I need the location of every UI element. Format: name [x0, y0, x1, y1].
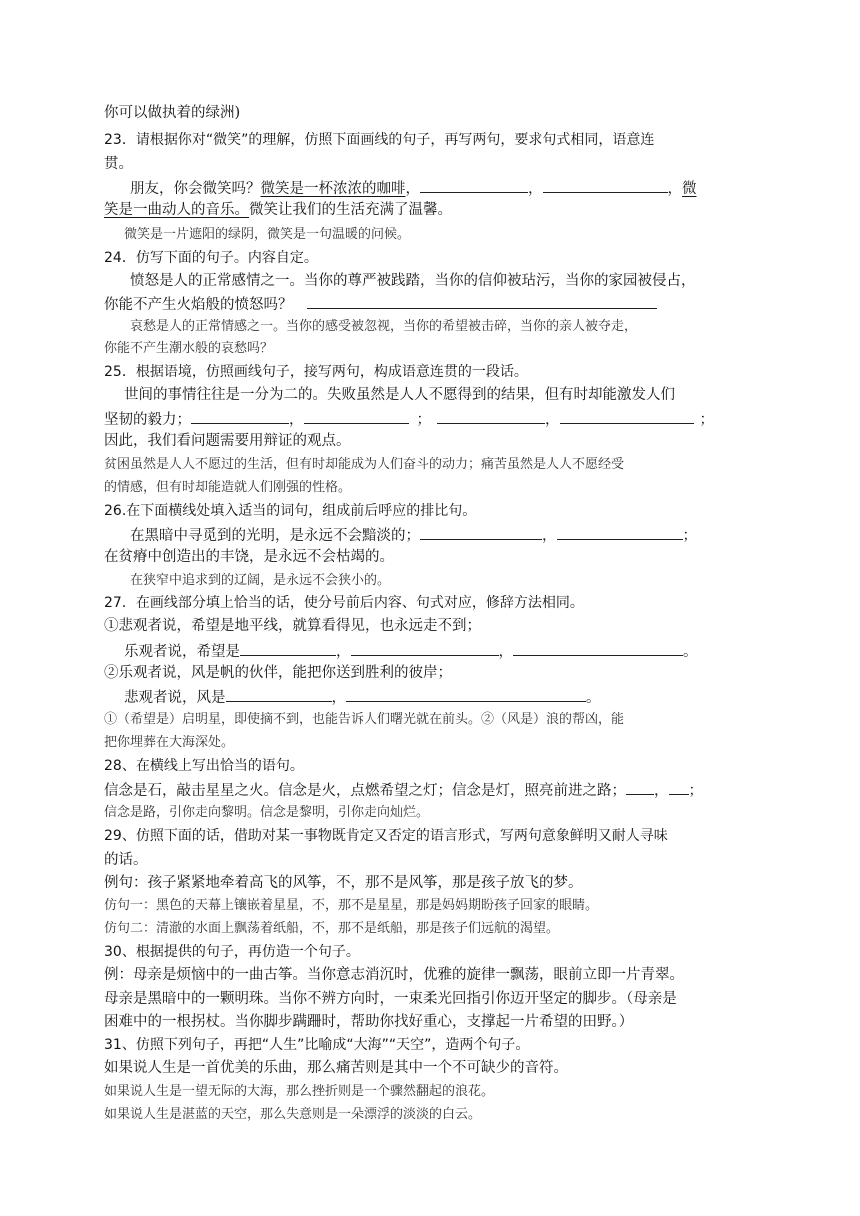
answer-blank[interactable] — [420, 525, 542, 540]
answer-text: 在狭窄中追求到的辽阔，是永远不会狭小的。 — [130, 573, 391, 588]
answer-blank[interactable] — [560, 409, 694, 424]
answer-text: 仿句二：清澈的水面上飘荡着纸船，不，那不是纸船，那是孩子们远航的渴望。 — [104, 921, 560, 936]
question-23: 23．请根据你对“微笑”的理解，仿照下面画线的句子，再写两句，要求句式相同，语意连 — [104, 132, 655, 148]
text-line: 因此，我们看问题需要用辩证的观点。 — [104, 433, 351, 449]
answer-blank[interactable] — [513, 641, 683, 656]
text-line: 乐观者说，希望是 ， ， 。 — [124, 641, 698, 661]
answer-blank[interactable] — [420, 178, 528, 193]
answer-blank[interactable] — [557, 525, 683, 540]
text-line: ①悲观者说，希望是地平线，就算看得见，也永远走不到； — [104, 618, 481, 634]
answer-blank[interactable] — [191, 409, 289, 424]
answer-text: 哀愁是人的正常情感之一。当你的感受被忽视，当你的希望被击碎，当你的亲人被夺走， — [130, 319, 638, 334]
answer-blank[interactable] — [626, 780, 654, 795]
answer-text: 的情感，但有时却能造就人们刚强的性格。 — [104, 480, 352, 495]
answer-text: 如果说人生是湛蓝的天空，那么失意则是一朵漂浮的淡淡的白云。 — [104, 1107, 482, 1122]
text-line: 在黑暗中寻觅到的光明，是永远不会黯淡的； ， ； — [130, 525, 697, 545]
question-23-prompt: 朋友，你会微笑吗？微笑是一杯浓浓的咖啡， ， ，微 — [130, 178, 697, 198]
text-line: ②乐观者说，风是帆的伙伴，能把你送到胜利的彼岸； — [104, 665, 452, 681]
text-line: 你可以做执着的绿洲) — [104, 105, 241, 121]
question-31: 31、仿照下列句子，再把“人生”比喻成“大海”“天空”，造两个句子。 — [104, 1037, 530, 1053]
answer-text: 贫困虽然是人人不愿过的生活，但有时却能成为人们奋斗的动力；痛苦虽然是人人不愿经受 — [104, 457, 625, 472]
answer-blank[interactable] — [346, 687, 586, 702]
text-line: 贯。 — [104, 156, 133, 172]
underlined-sentence: 微笑是一杯浓浓的咖啡 — [260, 181, 406, 197]
example-sentence: 如果说人生是一首优美的乐曲，那么痛苦则是其中一个不可缺少的音符。 — [104, 1060, 568, 1076]
text-line: 母亲是黑暗中的一颗明珠。当你不辨方向时，一束柔光回指引你迈开坚定的脚步。（母亲是 — [104, 991, 677, 1007]
text-line: 在贫瘠中创造出的丰饶，是永远不会枯竭的。 — [104, 549, 394, 565]
text-line: 的话。 — [104, 852, 148, 868]
answer-text: 如果说人生是一望无际的大海，那么挫折则是一个骤然翻起的浪花。 — [104, 1084, 495, 1099]
question-27: 27．在画线部分填上恰当的话，使分号前后内容、句式对应，修辞方法相同。 — [104, 595, 584, 611]
answer-text: 微笑是一片遮阳的绿阴，微笑是一句温暖的问候。 — [124, 227, 411, 242]
question-25: 25．根据语境，仿照画线句子，接写两句，构成语意连贯的一段话。 — [104, 364, 528, 380]
example-sentence: 例句：孩子紧紧地牵着高飞的风筝，不，那不是风筝，那是孩子放飞的梦。 — [104, 875, 583, 891]
question-30: 30、根据提供的句子，再仿造一个句子。 — [104, 944, 360, 960]
answer-text: 把你埋葬在大海深处。 — [104, 735, 235, 750]
answer-blank[interactable] — [437, 409, 545, 424]
question-26: 26.在下面横线处填入适当的词句，组成前后呼应的排比句。 — [104, 503, 477, 519]
underlined-sentence: 笑是一曲动人的音乐。 — [104, 202, 249, 218]
text-line: 坚韧的毅力； ， ； ， ； — [104, 409, 714, 429]
answer-blank[interactable] — [669, 780, 689, 795]
question-28: 28、在横线上写出恰当的语句。 — [104, 758, 304, 774]
answer-blank[interactable] — [240, 641, 336, 656]
text-line: 悲观者说，风是 ， 。 — [124, 687, 601, 707]
text-line: 愤怒是人的正常感情之一。当你的尊严被践踏，当你的信仰被玷污，当你的家园被侵占， — [130, 273, 696, 289]
answer-text: 你能不产生潮水般的哀愁吗？ — [104, 341, 274, 356]
example-sentence: 例：母亲是烦恼中的一曲古筝。当你意志消沉时，优雅的旋律一飘荡，眼前立即一片青翠。 — [104, 967, 684, 983]
text-line: 世间的事情往往是一分为二的。失败虽然是人人不愿得到的结果，但有时却能激发人们 — [124, 387, 675, 403]
answer-blank[interactable] — [543, 178, 668, 193]
text-line: 信念是石，敲击星星之火。信念是火，点燃希望之灯；信念是灯，照亮前进之路； ， ； — [104, 780, 703, 800]
text-line: 你能不产生火焰般的愤怒吗？ — [104, 294, 657, 314]
answer-blank[interactable] — [307, 294, 657, 309]
answer-blank[interactable] — [226, 687, 332, 702]
question-24: 24．仿写下面的句子。内容自定。 — [104, 250, 318, 266]
answer-blank[interactable] — [304, 409, 409, 424]
text-line: 笑是一曲动人的音乐。微笑让我们的生活充满了温馨。 — [104, 202, 452, 218]
answer-text: 仿句一：黑色的天幕上镶嵌着星星，不，那不是星星，那是妈妈期盼孩子回家的眼睛。 — [104, 898, 599, 913]
answer-text: ①（希望是）启明星，即使摘不到，也能告诉人们曙光就在前头。②（风是）浪的帮凶，能 — [104, 712, 625, 727]
answer-blank[interactable] — [351, 641, 499, 656]
text-line: 困难中的一根拐杖。当你脚步蹒跚时，帮助你找好重心，支撑起一片希望的田野。） — [104, 1014, 634, 1030]
answer-text: 信念是路，引你走向黎明。信念是黎明，引你走向灿烂。 — [104, 805, 430, 820]
question-29: 29、仿照下面的话，借助对某一事物既肯定又否定的语言形式，写两句意象鲜明又耐人寻味 — [104, 828, 668, 844]
